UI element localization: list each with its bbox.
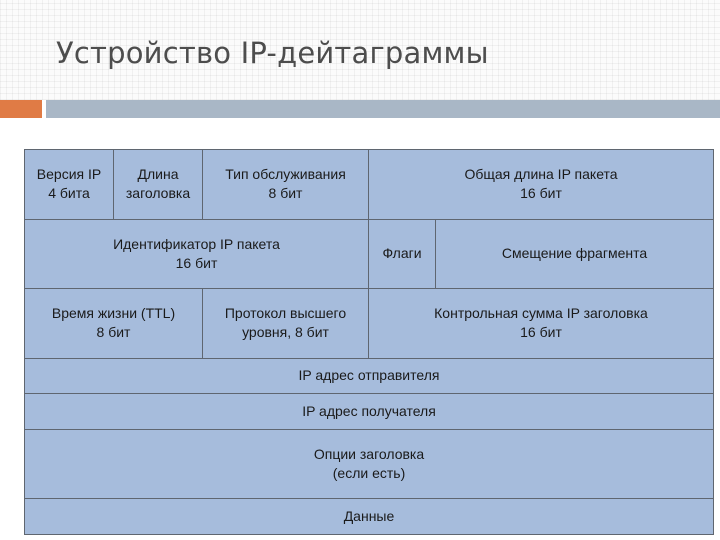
field-flags: Флаги [369,219,436,289]
diagram-row-6 [25,429,714,499]
field-ttl: Время жизни (TTL) 8 бит [25,289,203,359]
diagram-row-4 [25,358,714,394]
slide-title: Устройство IP-дейтаграммы [56,36,489,70]
diagram-row-5 [25,394,714,430]
diagram-row-1 [25,150,714,220]
field-header-checksum: Контрольная сумма IP заголовка 16 бит [369,289,714,359]
field-fragment-offset: Смещение фрагмента [436,219,714,289]
field-destination-address: IP адрес получателя [25,394,714,430]
field-options: Опции заголовка (если есть) [25,429,714,499]
diagram-row-7 [25,499,714,535]
field-version: Версия IP 4 бита [25,150,114,220]
ip-datagram-diagram [24,149,714,535]
accent-bar-orange [0,100,42,118]
field-type-of-service: Тип обслуживания 8 бит [203,150,369,220]
field-total-length: Общая длина IP пакета 16 бит [369,150,714,220]
field-data: Данные [25,499,714,535]
diagram-row-3 [25,289,714,359]
field-protocol: Протокол высшего уровня, 8 бит [203,289,369,359]
field-header-length: Длина заголовка [114,150,203,220]
accent-bar-blue [46,100,720,118]
field-identification: Идентификатор IP пакета 16 бит [25,219,369,289]
title-area [0,0,720,100]
diagram-row-2 [25,219,714,289]
field-source-address: IP адрес отправителя [25,358,714,394]
